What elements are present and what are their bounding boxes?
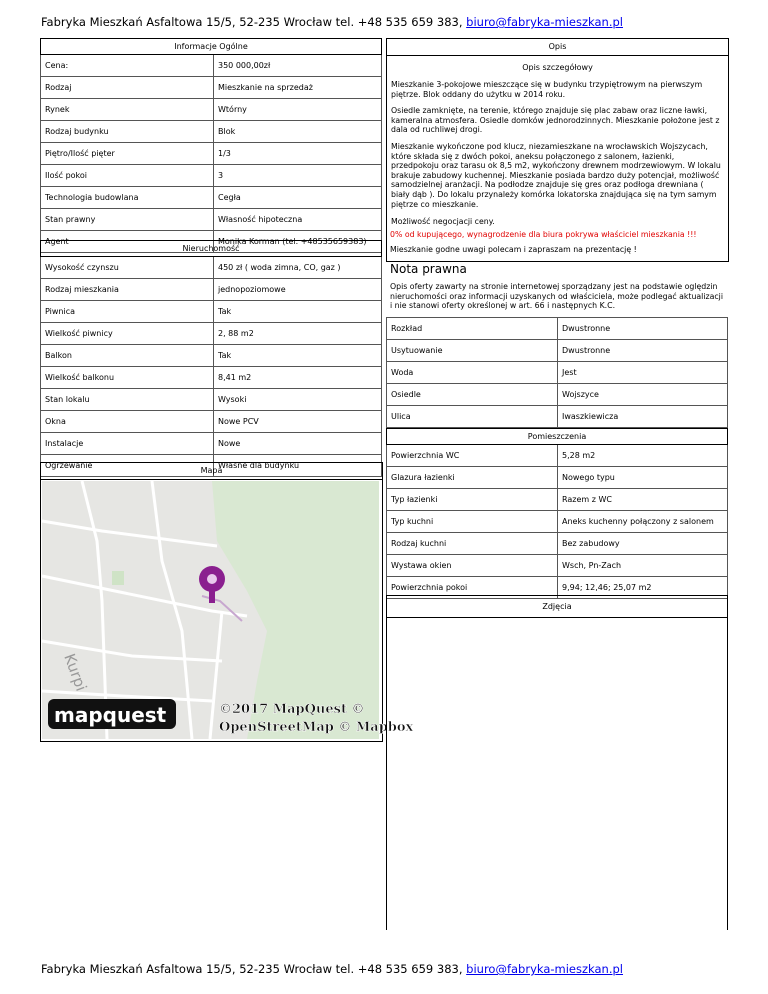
footer-email-link[interactable]: biuro@fabryka-mieszkan.pl [466, 962, 623, 976]
general-info-body [41, 55, 382, 253]
photos-box [386, 595, 728, 930]
row-value: Cegła [214, 187, 382, 209]
description-title: Opis [387, 39, 728, 56]
map-street-label: Kurpi [60, 651, 91, 694]
row-value: Blok [214, 121, 382, 143]
details-table [386, 317, 728, 428]
row-label: Okna [41, 411, 214, 433]
row-value: Nowego typu [558, 467, 728, 489]
row-value: Nowe PCV [214, 411, 382, 433]
table-row [41, 187, 382, 209]
general-info-table [40, 38, 382, 253]
legal-text: Opis oferty zawarty na stronie internetowej sporządzany jest na podstawie oględzin nieruchomości oraz informacji uzyskanych od właściciela, może podlegać aktualizacji i nie stanowi oferty określonej w art. 66 i następnych K.C. [390, 282, 724, 311]
row-label: Ulica [387, 406, 558, 428]
table-row [387, 555, 728, 577]
map-credit-2: OpenStreetMap © Mapbox [219, 720, 414, 735]
table-row [41, 367, 382, 389]
description-p4: Możliwość negocjacji ceny. [391, 217, 495, 227]
row-value: 8,41 m2 [214, 367, 382, 389]
row-label: Powierzchnia pokoi [387, 577, 558, 599]
row-value: Wtórny [214, 99, 382, 121]
row-label: Rodzaj kuchni [387, 533, 558, 555]
row-label: Piętro/Ilość pięter [41, 143, 214, 165]
row-value: Aneks kuchenny połączony z salonem [558, 511, 728, 533]
page-footer [41, 962, 623, 976]
table-row [387, 511, 728, 533]
table-row [41, 411, 382, 433]
footer-text: Fabryka Mieszkań Asfaltowa 15/5, 52-235 Wrocław tel. +48 535 659 383, [41, 962, 467, 976]
table-row [41, 301, 382, 323]
table-row [41, 55, 382, 77]
row-value: Bez zabudowy [558, 533, 728, 555]
row-label: Rodzaj [41, 77, 214, 99]
row-label: Rodzaj budynku [41, 121, 214, 143]
row-value: 450 zł ( woda zimna, CO, gaz ) [214, 257, 382, 279]
table-row [387, 406, 728, 428]
svg-text:mapquest: mapquest [54, 703, 167, 727]
row-value: 350 000,00zł [214, 55, 382, 77]
rooms-table [386, 428, 728, 599]
description-subtitle: Opis szczegółowy [522, 63, 593, 72]
row-value: Jest [558, 362, 728, 384]
photos-title: Zdjęcia [387, 596, 727, 618]
row-value: 5,28 m2 [558, 445, 728, 467]
table-row [387, 533, 728, 555]
row-label: Rodzaj mieszkania [41, 279, 214, 301]
table-row [41, 345, 382, 367]
table-row [387, 384, 728, 406]
details-body [387, 318, 728, 428]
row-label: Powierzchnia WC [387, 445, 558, 467]
row-label: Stan lokalu [41, 389, 214, 411]
row-value: Wsch, Pn-Zach [558, 555, 728, 577]
legal-title: Nota prawna [390, 262, 467, 276]
row-label: Woda [387, 362, 558, 384]
row-label: Cena: [41, 55, 214, 77]
table-row [41, 165, 382, 187]
row-label: Osiedle [387, 384, 558, 406]
mapquest-logo [48, 699, 176, 729]
commission-note: 0% od kupującego, wynagrodzenie dla biura pokrywa właściciel mieszkania !!! [390, 230, 697, 239]
row-value: Mieszkanie na sprzedaż [214, 77, 382, 99]
header-email-link[interactable]: biuro@fabryka-mieszkan.pl [466, 15, 623, 29]
row-value: Nowe [214, 433, 382, 455]
invitation-text: Mieszkanie godne uwagi polecam i zapraszam na prezentację ! [390, 245, 637, 254]
table-row [41, 257, 382, 279]
row-label: Wystawa okien [387, 555, 558, 577]
general-info-title: Informacje Ogólne [41, 39, 382, 55]
table-row [41, 121, 382, 143]
row-label: Instalacje [41, 433, 214, 455]
row-value: Dwustronne [558, 318, 728, 340]
row-label: Ogrzewanie [41, 455, 214, 477]
row-label: Glazura łazienki [387, 467, 558, 489]
row-value: jednopoziomowe [214, 279, 382, 301]
table-row [41, 77, 382, 99]
row-label: Typ łazienki [387, 489, 558, 511]
header-text: Fabryka Mieszkań Asfaltowa 15/5, 52-235 Wrocław tel. +48 535 659 383, [41, 15, 467, 29]
row-label: Agent [41, 231, 214, 253]
table-row [41, 323, 382, 345]
row-value: Iwaszkiewicza [558, 406, 728, 428]
description-p2: Osiedle zamknięte, na terenie, którego znajduje się plac zabaw oraz liczne ławki, kameralna atmosfera. Osiedle domków jednorodzinnych. Mieszkanie położone jest z dala od ruchliwej drogi. [391, 106, 720, 135]
table-row [41, 389, 382, 411]
row-label: Rynek [41, 99, 214, 121]
row-value: 9,94; 12,46; 25,07 m2 [558, 577, 728, 599]
rooms-title: Pomieszczenia [387, 429, 728, 445]
table-row [41, 433, 382, 455]
table-row [41, 99, 382, 121]
table-row [387, 362, 728, 384]
description-p3: Mieszkanie wykończone pod klucz, niezamieszkane na wrocławskich Wojszycach, które składa się z dwóch pokoi, aneksu połączonego z salonem, łazienki, przedpokoju oraz tarasu ok 8,5 m2, wykończony drewnem modrzewiowym. W lokalu brakuje zabudowy kuchennej. Mieszkanie posiada bardzo duży potencjał, możliwość samodzielnej aranżacji. Na podłodze znajduje się gres oraz podłoga drewniana ( biały dąb ). Do lokalu przynależy komórka lokatorska znajdująca się na tym samym piętrze co mieszkanie. [391, 141, 721, 209]
property-table [40, 240, 382, 477]
row-value: Tak [214, 345, 382, 367]
row-label: Rozkład [387, 318, 558, 340]
table-row [387, 340, 728, 362]
property-title: Nieruchomość [41, 241, 382, 257]
description-p1: Mieszkanie 3-pokojowe mieszczące się w budynku trzypiętrowym na pierwszym piętrze. Blok oddany do użytku w 2014 roku. [391, 80, 703, 99]
row-label: Usytuowanie [387, 340, 558, 362]
table-row [41, 143, 382, 165]
table-row [387, 318, 728, 340]
row-value: 3 [214, 165, 382, 187]
table-row [387, 489, 728, 511]
row-value: Monika Korman (tel. +48535659383) [214, 231, 382, 253]
row-value: Razem z WC [558, 489, 728, 511]
map-title: Mapa [41, 463, 382, 480]
row-value: 2, 88 m2 [214, 323, 382, 345]
table-row [41, 209, 382, 231]
row-value: Własność hipoteczna [214, 209, 382, 231]
rooms-body [387, 445, 728, 599]
row-label: Balkon [41, 345, 214, 367]
row-value: Własne dla budynku [214, 455, 382, 477]
row-value: Dwustronne [558, 340, 728, 362]
row-label: Wysokość czynszu [41, 257, 214, 279]
row-value: Tak [214, 301, 382, 323]
row-value: Wysoki [214, 389, 382, 411]
table-row [387, 467, 728, 489]
row-label: Ilość pokoi [41, 165, 214, 187]
row-value: Wojszyce [558, 384, 728, 406]
table-row [41, 279, 382, 301]
row-label: Stan prawny [41, 209, 214, 231]
table-row [387, 445, 728, 467]
page-header [41, 15, 623, 29]
row-label: Wielkość balkonu [41, 367, 214, 389]
row-label: Wielkość piwnicy [41, 323, 214, 345]
row-label: Piwnica [41, 301, 214, 323]
row-label: Typ kuchni [387, 511, 558, 533]
map-credit-1: ©2017 MapQuest © [219, 702, 365, 717]
property-body [41, 257, 382, 477]
row-label: Technologia budowlana [41, 187, 214, 209]
row-value: 1/3 [214, 143, 382, 165]
description-box [386, 38, 729, 262]
